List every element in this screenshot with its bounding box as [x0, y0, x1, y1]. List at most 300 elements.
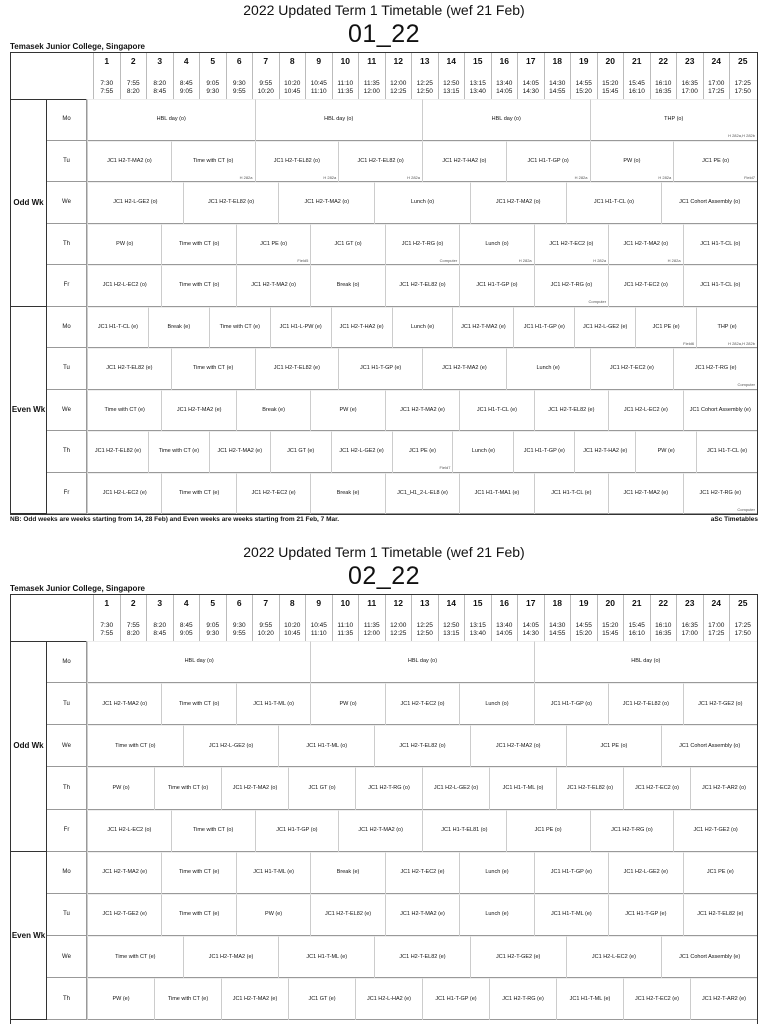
lesson-cell[interactable] [506, 141, 590, 183]
lesson-cell[interactable] [87, 390, 161, 432]
period-number: 14 [446, 56, 456, 66]
lesson-cell[interactable] [608, 852, 682, 894]
period-end: 17:00 [681, 630, 698, 637]
lesson-label: JC1 H1-T-CL (e) [706, 448, 748, 455]
lesson-label: JC1 H2-T-MA2 (o) [495, 742, 541, 749]
lesson-cell[interactable] [278, 936, 374, 978]
period-header [93, 595, 120, 641]
period-header [305, 595, 332, 641]
lesson-cell[interactable] [87, 767, 154, 809]
lesson-label: JC1 PE (e) [706, 869, 734, 876]
lesson-label: JC1 H2-T-GE2 (o) [698, 700, 743, 707]
period-time [227, 80, 253, 96]
lesson-cell[interactable] [310, 683, 384, 725]
lesson-cell[interactable] [87, 473, 161, 515]
lesson-cell[interactable] [534, 473, 608, 515]
lesson-cell[interactable] [635, 307, 696, 349]
period-end: 8:20 [126, 630, 140, 637]
lesson-cell[interactable] [385, 473, 459, 515]
period-start: 17:00 [708, 80, 725, 87]
lesson-cell[interactable] [623, 978, 690, 1020]
lesson-cell[interactable] [374, 936, 470, 978]
period-time [412, 80, 438, 96]
lesson-label: PW (o) [112, 784, 130, 791]
lesson-cell[interactable] [255, 348, 339, 390]
lesson-cell[interactable] [87, 978, 154, 1020]
period-start: 13:15 [469, 80, 486, 87]
lesson-cell[interactable] [87, 683, 161, 725]
period-number: 2 [130, 56, 136, 66]
lesson-cell[interactable] [683, 894, 757, 936]
period-header [676, 595, 703, 641]
lesson-cell[interactable] [87, 348, 171, 390]
lesson-cell[interactable] [161, 852, 235, 894]
lesson-cell[interactable] [690, 767, 757, 809]
lesson-cell[interactable] [673, 810, 757, 852]
lesson-cell[interactable] [459, 390, 533, 432]
period-time [200, 80, 226, 96]
lesson-cell[interactable] [690, 978, 757, 1020]
period-end: 12:50 [416, 630, 433, 637]
period-end: 14:05 [496, 630, 513, 637]
lesson-label: Time with CT (e) [192, 365, 234, 372]
period-start: 12:50 [443, 80, 460, 87]
lesson-cell[interactable] [355, 978, 422, 1020]
lesson-cell[interactable] [534, 894, 608, 936]
lesson-label: JC1 H2-T-MA2 (e) [208, 953, 254, 960]
period-header [703, 595, 730, 641]
lesson-cell[interactable] [422, 99, 590, 141]
lesson-cell[interactable] [374, 725, 470, 767]
lesson-cell[interactable] [148, 431, 209, 473]
lesson-cell[interactable] [87, 894, 161, 936]
period-start: 12:00 [390, 622, 407, 629]
school-name: Temasek Junior College, Singapore [10, 42, 145, 51]
lesson-cell[interactable] [338, 141, 422, 183]
period-header [491, 53, 518, 99]
lesson-label: HBL day (o) [324, 116, 354, 123]
lesson-cell[interactable] [566, 182, 662, 224]
timetable-row [87, 936, 757, 978]
period-end: 12:25 [390, 630, 407, 637]
lesson-cell[interactable] [310, 265, 384, 307]
lesson-cell[interactable] [574, 307, 635, 349]
day-label: We [47, 390, 87, 432]
lesson-cell[interactable] [236, 224, 310, 266]
lesson-cell[interactable] [161, 683, 235, 725]
lesson-label: PW (o) [623, 157, 641, 164]
lesson-cell[interactable] [623, 767, 690, 809]
lesson-cell[interactable] [556, 978, 623, 1020]
lesson-cell[interactable] [161, 390, 235, 432]
timetable-row [87, 852, 757, 894]
day-label: Th [47, 431, 87, 473]
period-start: 12:50 [443, 622, 460, 629]
lesson-cell[interactable] [452, 431, 513, 473]
lesson-cell[interactable] [161, 473, 235, 515]
period-time [121, 622, 147, 638]
period-header [623, 595, 650, 641]
period-number: 6 [236, 598, 242, 608]
lesson-label: HBL day (o) [631, 658, 661, 665]
lesson-cell[interactable] [270, 307, 331, 349]
lesson-cell[interactable] [209, 431, 270, 473]
school-name: Temasek Junior College, Singapore [10, 584, 145, 593]
lesson-cell[interactable] [513, 431, 574, 473]
timetable-row [87, 894, 757, 936]
period-number: 11 [367, 598, 377, 608]
lesson-cell[interactable] [459, 265, 533, 307]
lesson-cell[interactable] [87, 224, 161, 266]
lesson-label: PW (e) [657, 448, 675, 455]
lesson-label: JC1 H1-T-GP (o) [550, 700, 592, 707]
lesson-cell[interactable] [183, 182, 279, 224]
day-label: We [47, 936, 87, 978]
lesson-cell[interactable] [459, 683, 533, 725]
period-header [305, 53, 332, 99]
lesson-label: JC1 H2-L-GE2 (o) [113, 199, 158, 206]
period-time [730, 80, 756, 96]
period-header [358, 595, 385, 641]
lesson-label: Break (o) [336, 282, 360, 289]
timetable-row [87, 99, 757, 141]
lesson-cell[interactable] [255, 141, 339, 183]
class-code: 02_22 [347, 562, 421, 590]
lesson-cell[interactable] [87, 641, 310, 683]
period-number: 7 [263, 598, 269, 608]
lesson-cell[interactable] [278, 182, 374, 224]
lesson-cell[interactable] [422, 810, 506, 852]
lesson-cell[interactable] [459, 894, 533, 936]
lesson-cell[interactable] [534, 224, 608, 266]
lesson-cell[interactable] [87, 431, 148, 473]
lesson-cell[interactable] [374, 182, 470, 224]
period-end: 8:20 [126, 88, 140, 95]
lesson-cell[interactable] [236, 683, 310, 725]
room-label: H 282a [239, 174, 253, 180]
lesson-cell[interactable] [608, 473, 682, 515]
lesson-cell[interactable] [513, 307, 574, 349]
period-start: 15:20 [602, 622, 619, 629]
timetable-row [87, 348, 757, 390]
lesson-cell[interactable] [310, 390, 384, 432]
lesson-cell[interactable] [385, 852, 459, 894]
day-label: Tu [47, 141, 87, 183]
period-header [438, 53, 465, 99]
lesson-label: JC1 H2-T-MA2 (e) [102, 869, 148, 876]
lesson-cell[interactable] [470, 182, 566, 224]
lesson-cell[interactable] [310, 224, 384, 266]
period-header [146, 53, 173, 99]
lesson-cell[interactable] [385, 265, 459, 307]
lesson-label: JC1 H1-T-ML (e) [569, 995, 611, 1002]
lesson-cell[interactable] [161, 265, 235, 307]
lesson-cell[interactable] [673, 348, 757, 390]
lesson-label: JC1 PE (o) [260, 240, 288, 247]
lesson-label: JC1 H2-T-EC2 (e) [609, 365, 654, 372]
period-number: 14 [446, 598, 456, 608]
timetable-title: 2022 Updated Term 1 Timetable (wef 21 Feb) [243, 544, 525, 560]
lesson-cell[interactable] [270, 431, 331, 473]
lesson-label: JC1 H1-T-GP (e) [625, 911, 667, 918]
lesson-cell[interactable] [590, 141, 674, 183]
lesson-cell[interactable] [590, 348, 674, 390]
lesson-cell[interactable] [683, 852, 757, 894]
lesson-label: JC1 H1-T-ML (e) [551, 911, 592, 918]
lesson-cell[interactable] [392, 431, 453, 473]
lesson-label: JC1 H1-T-GP (e) [523, 448, 565, 455]
lesson-cell[interactable] [661, 182, 757, 224]
lesson-cell[interactable] [255, 99, 423, 141]
period-header [597, 53, 624, 99]
lesson-label: JC1 H2-T-EL82 (o) [399, 742, 446, 749]
lesson-cell[interactable] [236, 894, 310, 936]
lesson-cell[interactable] [534, 265, 608, 307]
lesson-cell[interactable] [566, 725, 662, 767]
period-end: 9:55 [232, 88, 246, 95]
lesson-label: JC1 H1-T-CL (o) [593, 199, 634, 206]
lesson-cell[interactable] [154, 978, 221, 1020]
timetable-page-2 [0, 542, 768, 1024]
period-end: 15:20 [575, 88, 592, 95]
period-start: 9:05 [206, 622, 220, 629]
lesson-cell[interactable] [506, 810, 590, 852]
lesson-cell[interactable] [506, 348, 590, 390]
lesson-cell[interactable] [331, 307, 392, 349]
lesson-cell[interactable] [556, 767, 623, 809]
lesson-cell[interactable] [385, 894, 459, 936]
period-header [570, 595, 597, 641]
lesson-cell[interactable] [154, 767, 221, 809]
lesson-cell[interactable] [683, 390, 757, 432]
lesson-cell[interactable] [683, 265, 757, 307]
lesson-label: JC1 H2-L-GE2 (e) [583, 323, 628, 330]
lesson-cell[interactable] [422, 767, 489, 809]
period-time [518, 80, 544, 96]
period-start: 14:05 [522, 622, 539, 629]
period-header [411, 53, 438, 99]
period-number: 4 [183, 56, 189, 66]
lesson-cell[interactable] [221, 767, 288, 809]
lesson-cell[interactable] [87, 141, 171, 183]
lesson-cell[interactable] [338, 810, 422, 852]
lesson-cell[interactable] [590, 810, 674, 852]
lesson-cell[interactable] [635, 431, 696, 473]
period-time [704, 80, 730, 96]
lesson-cell[interactable] [236, 390, 310, 432]
lesson-cell[interactable] [385, 390, 459, 432]
lesson-cell[interactable] [470, 725, 566, 767]
lesson-label: PW (e) [339, 406, 357, 413]
lesson-cell[interactable] [288, 978, 355, 1020]
lesson-label: JC1 H1-T-ML (e) [306, 953, 348, 960]
period-start: 14:55 [575, 622, 592, 629]
lesson-cell[interactable] [566, 936, 662, 978]
day-label: Tu [47, 894, 87, 936]
lesson-label: JC1 H1-T-GP (e) [435, 995, 477, 1002]
lesson-cell[interactable] [221, 978, 288, 1020]
period-time [598, 622, 624, 638]
lesson-label: JC1 H2-T-MA2 (e) [176, 406, 222, 413]
lesson-cell[interactable] [608, 224, 682, 266]
lesson-cell[interactable] [422, 348, 506, 390]
lesson-label: JC1 H2-T-RG (o) [611, 827, 653, 834]
lesson-label: Time with CT (o) [115, 742, 156, 749]
lesson-cell[interactable] [590, 99, 758, 141]
period-start: 14:05 [522, 80, 539, 87]
lesson-cell[interactable] [183, 936, 279, 978]
lesson-cell[interactable] [183, 725, 279, 767]
lesson-cell[interactable] [696, 307, 757, 349]
period-end: 14:30 [522, 630, 539, 637]
lesson-cell[interactable] [661, 725, 757, 767]
period-end: 9:05 [179, 630, 193, 637]
lesson-label: JC1 H2-L-GE2 (o) [208, 742, 254, 749]
period-start: 14:30 [549, 622, 566, 629]
lesson-label: HBL day (o) [184, 658, 214, 665]
lesson-label: JC1 H2-T-MA2 (o) [102, 700, 148, 707]
lesson-cell[interactable] [489, 767, 556, 809]
day-label: Th [47, 978, 87, 1020]
period-end: 7:55 [100, 88, 114, 95]
lesson-cell[interactable] [574, 431, 635, 473]
day-label: We [47, 725, 87, 767]
lesson-cell[interactable] [608, 894, 682, 936]
lesson-cell[interactable] [489, 978, 556, 1020]
period-end: 9:55 [232, 630, 246, 637]
lesson-cell[interactable] [87, 182, 183, 224]
lesson-cell[interactable] [310, 641, 533, 683]
period-time [651, 80, 677, 96]
lesson-cell[interactable] [171, 141, 255, 183]
lesson-cell[interactable] [278, 725, 374, 767]
lesson-label: JC1 H1-T-CL (o) [700, 240, 741, 247]
period-start: 10:45 [310, 80, 327, 87]
lesson-cell[interactable] [236, 265, 310, 307]
lesson-cell[interactable] [171, 348, 255, 390]
lesson-cell[interactable] [422, 978, 489, 1020]
lesson-cell[interactable] [661, 936, 757, 978]
lesson-cell[interactable] [148, 307, 209, 349]
period-number: 22 [658, 598, 668, 608]
lesson-cell[interactable] [534, 683, 608, 725]
lesson-label: JC1 PE (o) [600, 742, 628, 749]
lesson-label: JC1 H2-T-EL82 (e) [94, 448, 142, 455]
lesson-cell[interactable] [608, 390, 682, 432]
lesson-cell[interactable] [87, 936, 183, 978]
lesson-cell[interactable] [87, 265, 161, 307]
lesson-cell[interactable] [683, 224, 757, 266]
lesson-cell[interactable] [209, 307, 270, 349]
lesson-cell[interactable] [385, 683, 459, 725]
lesson-cell[interactable] [534, 641, 757, 683]
lesson-cell[interactable] [87, 725, 183, 767]
lesson-cell[interactable] [331, 431, 392, 473]
lesson-cell[interactable] [236, 852, 310, 894]
lesson-cell[interactable] [459, 224, 533, 266]
period-end: 8:45 [153, 88, 167, 95]
period-number: 12 [393, 56, 403, 66]
period-start: 8:20 [153, 622, 167, 629]
period-number: 25 [738, 56, 748, 66]
period-end: 10:45 [284, 630, 301, 637]
period-end: 16:10 [628, 88, 645, 95]
timetable-grid [10, 594, 758, 1024]
lesson-cell[interactable] [87, 852, 161, 894]
lesson-cell[interactable] [87, 810, 171, 852]
lesson-label: JC1 H2-T-RG (e) [502, 995, 544, 1002]
period-header [623, 53, 650, 99]
period-time [333, 622, 359, 638]
period-header [120, 595, 147, 641]
lesson-label: JC1 H2-T-EL82 (o) [622, 700, 669, 707]
period-number: 15 [473, 56, 483, 66]
timetable-row [87, 431, 757, 473]
lesson-cell[interactable] [171, 810, 255, 852]
lesson-cell[interactable] [255, 810, 339, 852]
lesson-label: JC1 H2-T-MA2 (o) [232, 784, 278, 791]
lesson-label: JC1 H2-T-MA2 (o) [107, 157, 152, 164]
lesson-cell[interactable] [534, 390, 608, 432]
period-start: 14:55 [575, 80, 592, 87]
lesson-cell[interactable] [161, 894, 235, 936]
lesson-cell[interactable] [87, 307, 148, 349]
period-header-row [11, 595, 757, 642]
lesson-cell[interactable] [310, 473, 384, 515]
lesson-cell[interactable] [355, 767, 422, 809]
room-label: H 282a [667, 257, 681, 263]
lesson-cell[interactable] [422, 141, 506, 183]
lesson-cell[interactable] [459, 852, 533, 894]
lesson-cell[interactable] [534, 852, 608, 894]
lesson-label: Lunch (o) [485, 700, 509, 707]
lesson-label: JC1 H2-T-EL82 (o) [566, 784, 614, 791]
lesson-cell[interactable] [310, 852, 384, 894]
lesson-cell[interactable] [392, 307, 453, 349]
lesson-cell[interactable] [608, 683, 682, 725]
lesson-cell[interactable] [608, 265, 682, 307]
period-start: 9:30 [232, 80, 246, 87]
lesson-cell[interactable] [683, 473, 757, 515]
period-header [464, 53, 491, 99]
lesson-cell[interactable] [338, 348, 422, 390]
lesson-cell[interactable] [385, 224, 459, 266]
lesson-label: Time with CT (o) [178, 240, 220, 247]
lesson-cell[interactable] [683, 683, 757, 725]
lesson-cell[interactable] [87, 99, 255, 141]
lesson-cell[interactable] [459, 473, 533, 515]
lesson-cell[interactable] [310, 894, 384, 936]
period-start: 9:05 [206, 80, 220, 87]
lesson-cell[interactable] [673, 141, 757, 183]
period-number: 16 [499, 56, 509, 66]
lesson-cell[interactable] [696, 431, 757, 473]
lesson-label: HBL day (o) [491, 116, 521, 123]
period-number: 2 [130, 598, 136, 608]
lesson-cell[interactable] [288, 767, 355, 809]
lesson-label: JC1 H2-T-AR2 (o) [701, 784, 746, 791]
period-time [306, 622, 332, 638]
lesson-cell[interactable] [236, 473, 310, 515]
lesson-cell[interactable] [452, 307, 513, 349]
period-end: 16:10 [628, 630, 645, 637]
lesson-label: JC1 H2-T-EL82 (o) [273, 157, 320, 164]
lesson-label: JC1 H2-T-GE2 (e) [102, 911, 147, 918]
lesson-label: JC1 H1-T-CL (e) [97, 323, 139, 330]
lesson-label: Break (e) [336, 489, 360, 496]
lesson-cell[interactable] [161, 224, 235, 266]
lesson-cell[interactable] [470, 936, 566, 978]
